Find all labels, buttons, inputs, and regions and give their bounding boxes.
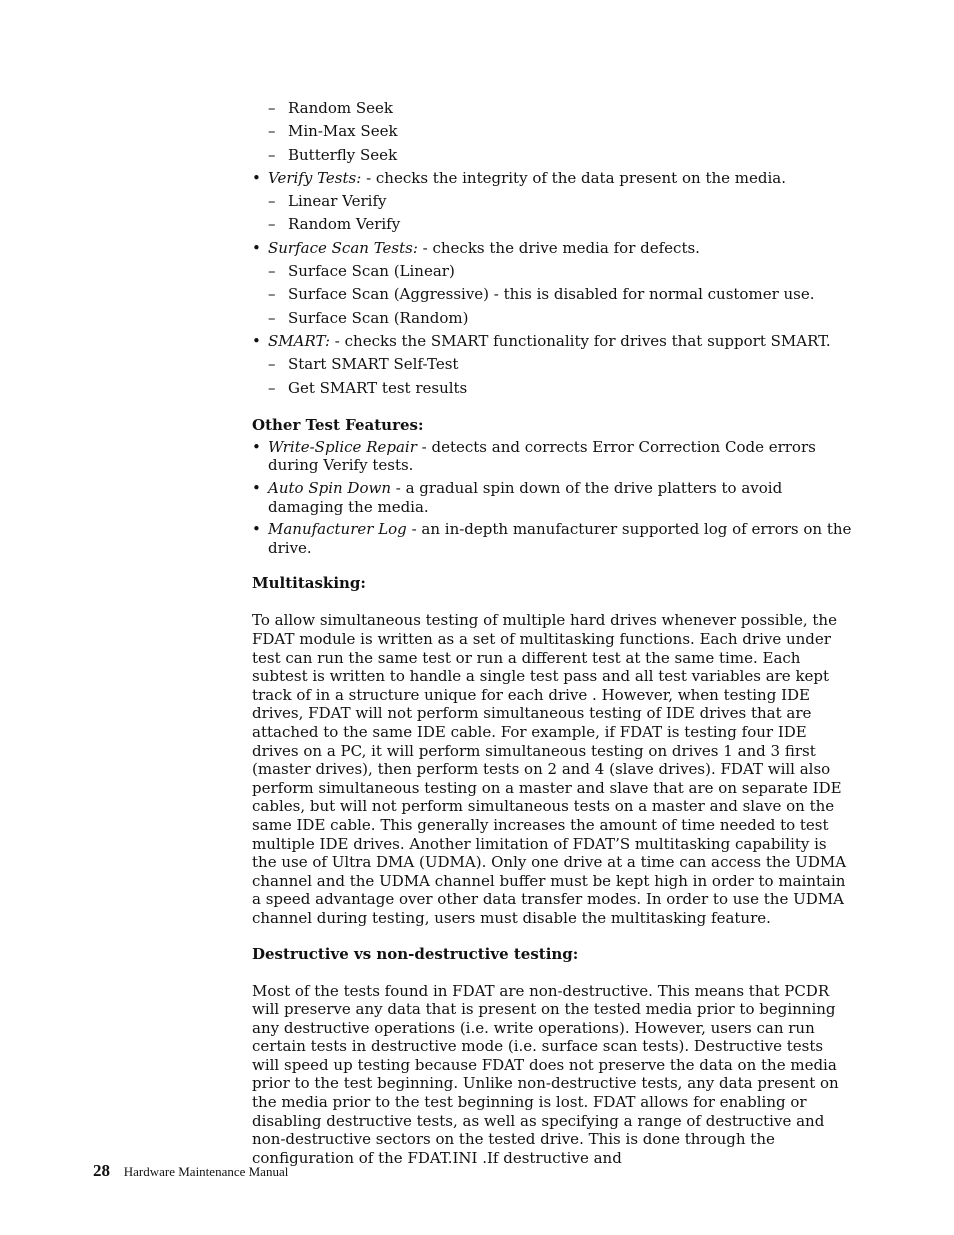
verify-desc: - checks the integrity of the data present on the media. bbox=[361, 168, 786, 187]
feature-term: Manufacturer Log bbox=[268, 520, 407, 539]
feature-item: • Write-Splice Repair - detects and corrects Error Correction Code errors during Verify tests. bbox=[252, 437, 816, 475]
feature-desc: - an in-depth manufacturer supported log of errors on the drive. bbox=[268, 520, 852, 557]
subitem-text: Linear Verify bbox=[288, 192, 387, 211]
subitem-text: Start SMART Self-Test bbox=[288, 355, 459, 374]
feature-desc: - a gradual spin down of the drive platters to avoid damaging the media. bbox=[268, 479, 783, 516]
seek-subitem: – Min-Max Seek bbox=[268, 122, 398, 141]
subitem-text: Surface Scan (Random) bbox=[288, 308, 469, 327]
seek-subitem: – Random Seek bbox=[268, 99, 393, 117]
other-features-heading: Other Test Features: bbox=[252, 415, 424, 434]
destructive-heading: Destructive vs non-destructive testing: bbox=[252, 944, 579, 963]
page-content bbox=[252, 98, 852, 1167]
page-footer bbox=[93, 1162, 288, 1182]
verify-term: Verify Tests: bbox=[268, 168, 362, 187]
smart-subitem: – Start SMART Self-Test bbox=[268, 355, 459, 374]
destructive-paragraph: Most of the tests found in FDAT are non-destructive. This means that PCDR will preserve any data that is present on the tested media prior to beginning any destructive operations (i.e. write operations). However, users can run certain tests in destructive mode (i.e. surface scan tests). Destructive tests will speed up testing because FDAT does not preserve the data on the media prior to the test beginning. Unlike non-destructive tests, any data present on the media prior to the test beginning is lost. FDAT allows for enabling or disabling destructive tests, as well as specifying a range of destructive and non-destructive sectors on the tested drive. This is done through the configuration of the FDAT.INI .If destructive and bbox=[252, 981, 839, 1167]
subitem-text: Random Verify bbox=[288, 215, 401, 234]
verify-tests-item: • Verify Tests: - checks the integrity of the data present on the media. bbox=[252, 168, 786, 187]
seek-subitem: – Butterfly Seek bbox=[268, 145, 398, 164]
subitem-text: Butterfly Seek bbox=[288, 145, 398, 164]
feature-item: • Manufacturer Log - an in-depth manufacturer supported log of errors on the drive. bbox=[252, 520, 852, 557]
subitem-text: Get SMART test results bbox=[288, 378, 468, 397]
page-number: 28 bbox=[93, 1161, 110, 1180]
surface-subitem: – Surface Scan (Random) bbox=[268, 308, 469, 327]
subitem-text: Random Seek bbox=[288, 99, 393, 117]
multitasking-heading: Multitasking: bbox=[252, 574, 366, 593]
verify-subitem: – Linear Verify bbox=[268, 192, 387, 211]
verify-subitem: – Random Verify bbox=[268, 215, 401, 234]
subitem-text: Surface Scan (Linear) bbox=[288, 262, 455, 281]
surface-desc: - checks the drive media for defects. bbox=[417, 238, 700, 257]
subitem-text: Min-Max Seek bbox=[288, 122, 398, 141]
feature-desc: - detects and corrects Error Correction Code errors during Verify tests. bbox=[268, 437, 816, 475]
surface-subitem: – Surface Scan (Aggressive) - this is disabled for normal customer use. bbox=[268, 285, 815, 304]
surface-scan-item: • Surface Scan Tests: - checks the drive media for defects. bbox=[252, 238, 700, 257]
multitasking-paragraph: To allow simultaneous testing of multiple hard drives whenever possible, the FDAT module is written as a set of multitasking functions. Each drive under test can run the same test or run a different test at the same time. Each subtest is written to handle a single test pass and all test variables are kept track of in a structure unique for each drive . However, when testing IDE drives, FDAT will not perform simultaneous testing of IDE drives that are attached to the same IDE cable. For example, if FDAT is testing four IDE drives on a PC, it will perform simultaneous testing on drives 1 and 3 first (master drives), then perform tests on 2 and 4 (slave drives). FDAT will also perform simultaneous testing on a master and slave that are on separate IDE cables, but will not perform simultaneous tests on a master and slave on the same IDE cable. This generally increases the amount of time needed to test multiple IDE drives. Another limitation of FDAT’S multitasking capability is the use of Ultra DMA (UDMA). Only one drive at a time can access the UDMA channel and the UDMA channel buffer must be kept high in order to maintain a speed advantage over other data transfer modes. In order to use the UDMA channel during testing, users must disable the multitasking feature. bbox=[252, 611, 847, 927]
smart-desc: - checks the SMART functionality for drives that support SMART. bbox=[330, 331, 831, 350]
subitem-text: Surface Scan (Aggressive) - this is disabled for normal customer use. bbox=[288, 285, 815, 304]
surface-term: Surface Scan Tests: bbox=[268, 238, 418, 257]
feature-term: Write-Splice Repair bbox=[268, 437, 417, 456]
feature-term: Auto Spin Down bbox=[268, 479, 391, 498]
surface-subitem: – Surface Scan (Linear) bbox=[268, 262, 455, 281]
smart-item: • SMART: - checks the SMART functionality for drives that support SMART. bbox=[252, 331, 831, 350]
manual-title: Hardware Maintenance Manual bbox=[123, 1164, 289, 1179]
smart-subitem: – Get SMART test results bbox=[268, 378, 468, 397]
feature-item: • Auto Spin Down - a gradual spin down of the drive platters to avoid damaging the media. bbox=[252, 479, 783, 516]
smart-term: SMART: bbox=[268, 331, 331, 350]
